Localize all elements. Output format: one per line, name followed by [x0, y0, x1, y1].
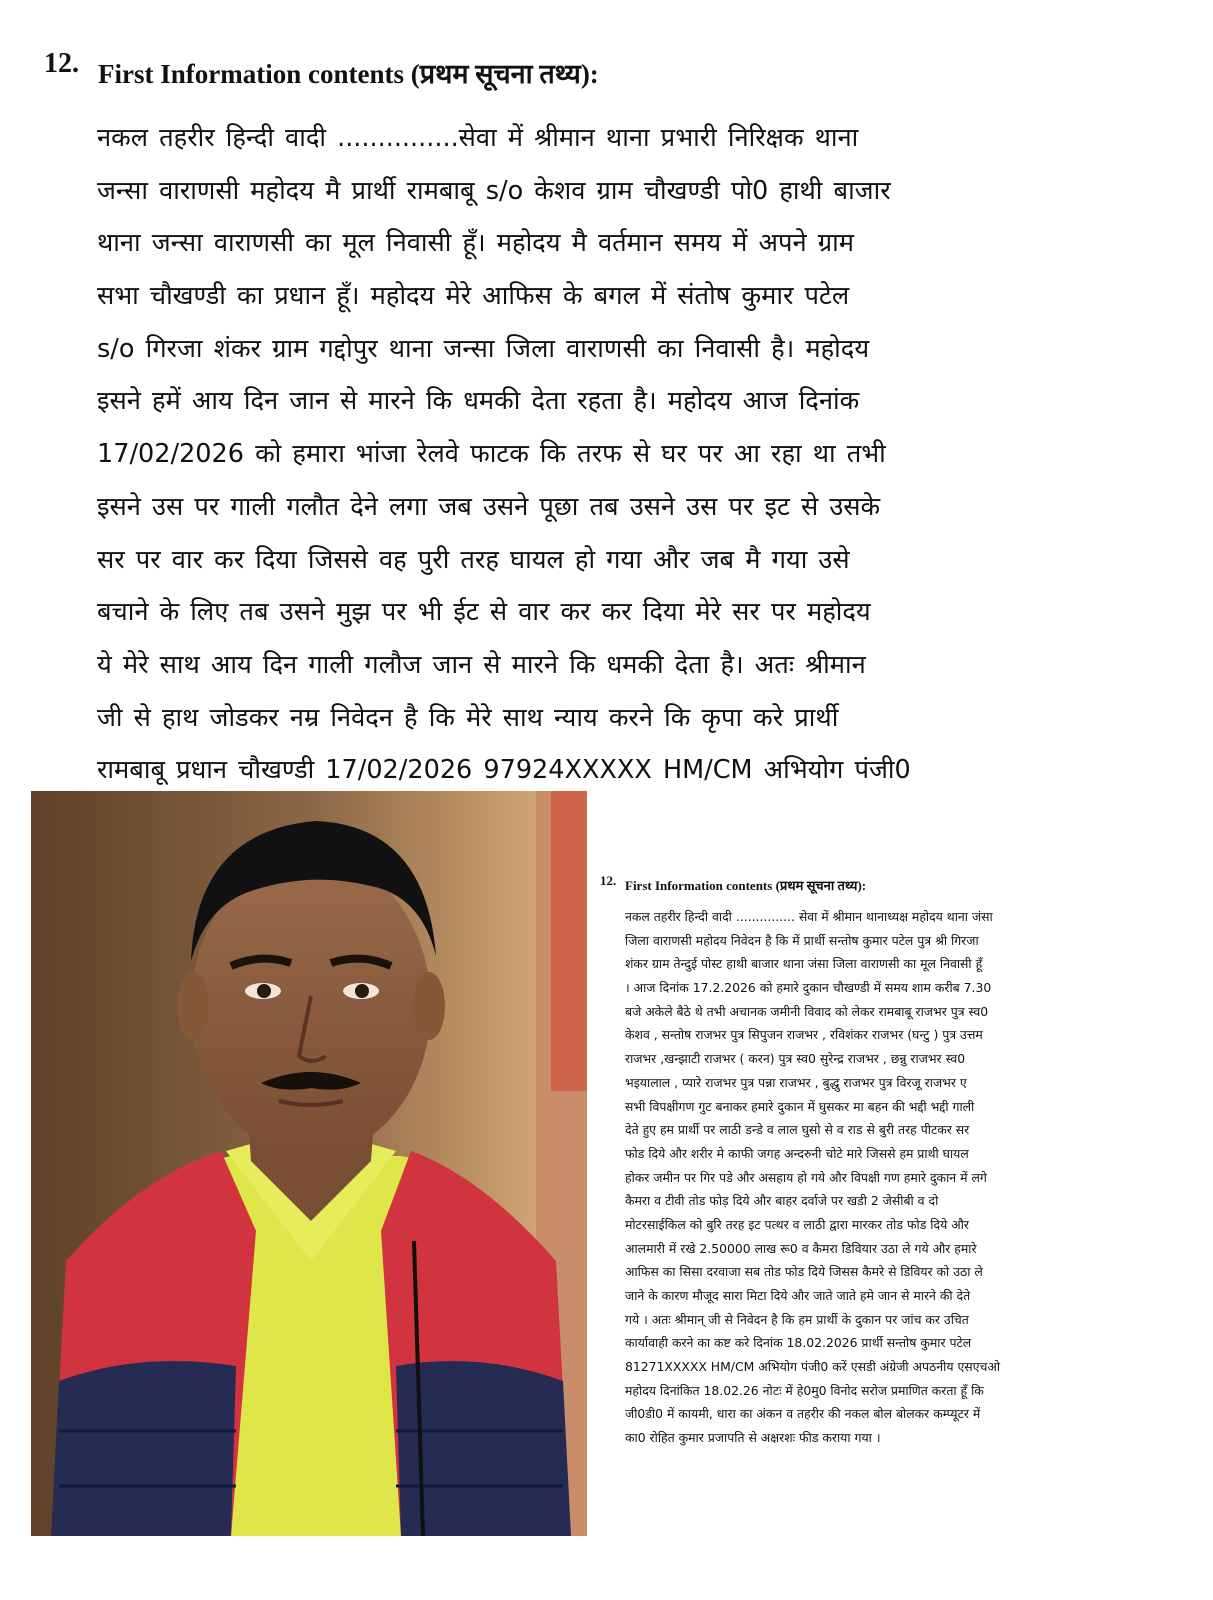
- inset-body-line: बजे अकेले बैठे थे तभी अचानक जमीनी विवाद को लेकर रामबाबू राजभर पुत्र स्व0: [625, 1003, 989, 1019]
- top-body-line: सभा चौखण्डी का प्रधान हूँ। महोदय मेरे आफिस के बगल में संतोष कुमार पटेल: [97, 281, 850, 312]
- inset-body-line: आलमारी में रखे 2.50000 लाख रू0 व कैमरा डिवियार उठा ले गये और हमारे: [625, 1240, 977, 1256]
- inset-body-line: मोटरसाईकिल को बुरि तरह इट पत्थर व लाठी द्वारा मारकर तोड फोड दिये और: [625, 1216, 969, 1232]
- top-body-line: इसने उस पर गाली गलौत देने लगा जब उसने पूछा तब उसने उस पर इट से उसके: [97, 491, 881, 522]
- top-body-text: [97, 112, 1167, 797]
- inset-body-line: जाने के कारण मौजूद सारा मिटा दिये और जाते जाते हमे जान से मारने की देते: [625, 1288, 971, 1303]
- inset-body-line: महोदय दिनांकित 18.02.26 नोटः में हे0मु0 विनोद सरोज प्रमाणित करता हूँ कि: [625, 1382, 984, 1398]
- inset-body-line: जी0डी0 में कायमी, धारा का अंकन व तहरीर की नकल बोल बोलकर कम्प्यूटर में: [625, 1406, 981, 1422]
- inset-body-line: केशव , सन्तोष राजभर पुत्र सिपुजन राजभर , रविशंकर राजभर (घन्टु ) पुत्र उत्तम: [625, 1027, 983, 1043]
- inset-body-line: जिला वाराणसी महोदय निवेदन है कि में प्रार्थी सन्तोष कुमार पटेल पुत्र श्री गिरजा: [625, 932, 979, 948]
- inset-body-line: कैमरा व टीवी तोड फोड़ दिये और बाहर दर्वाजे पर खडी 2 जेसीबी व दो: [625, 1193, 939, 1209]
- portrait-photo: [31, 791, 587, 1536]
- top-body-line: जी से हाथ जोडकर नम्र निवेदन है कि मेरे साथ न्याय करने कि कृपा करे प्रार्थी: [97, 702, 839, 733]
- portrait-illustration: [31, 791, 587, 1536]
- top-body-line: नकल तहरीर हिन्दी वादी ...............सेवा में श्रीमान थाना प्रभारी निरिक्षक थाना: [97, 123, 859, 153]
- top-body-line: सर पर वार कर दिया जिससे वह पुरी तरह घायल हो गया और जब मै गया उसे: [97, 544, 850, 575]
- inset-body-line: 81271XXXXX HM/CM अभियोग पंजी0 करें एसडी अंग्रेजी अपठनीय एसएचओ: [625, 1359, 1001, 1375]
- inset-body-line: का0 रोहित कुमार प्रजापति से अक्षरशः फीड कराया गया ।: [625, 1430, 881, 1446]
- inset-body-line: । आज दिनांक 17.2.2026 को हमारे दुकान चौखण्डी में समय शाम करीब 7.30: [625, 980, 992, 996]
- inset-body-line: कार्यावाही करने का कष्ट करे दिनांक 18.02.2026 प्रार्थी सन्तोष कुमार पटेल: [625, 1335, 972, 1351]
- top-body-line: रामबाबू प्रधान चौखण्डी 17/02/2026 97924XXXXX HM/CM अभियोग पंजी0: [97, 755, 911, 786]
- top-body-line: इसने हमें आय दिन जान से मारने कि धमकी देता रहता है। महोदय आज दिनांक: [97, 386, 860, 417]
- inset-body-line: फोड दिये और शरीर मे काफी जगह अन्दरुनी चोटे मारे जिससे हम प्राथी घायल: [625, 1145, 969, 1161]
- inset-body-line: भइयालाल , प्यारे राजभर पुत्र पन्ना राजभर , बुद्धु राजभर पुत्र विरजू राजभर ए: [625, 1074, 967, 1090]
- top-body-line: s/o गिरजा शंकर ग्राम गद्दोपुर थाना जन्सा जिला वाराणसी का निवासी है। महोदय: [97, 333, 870, 364]
- inset-section-title: First Information contents (प्रथम सूचना तथ्य):: [625, 878, 867, 893]
- inset-body-line: नकल तहरीर हिन्दी वादी ............... सेवा में श्रीमान थानाध्यक्ष महोदय थाना जंसा: [625, 909, 993, 924]
- inset-body-line: राजभर ,खन्झाटी राजभर ( करन) पुत्र स्व0 सुरेन्द्र राजभर , छन्नु राजभर स्व0: [625, 1051, 966, 1067]
- top-body-line: 17/02/2026 को हमारा भांजा रेलवे फाटक कि तरफ से घर पर आ रहा था तभी: [97, 439, 886, 470]
- inset-body-line: देते हुए हम प्रार्थी पर लाठी डन्डे व लाल घुसो से व राड से बुरी तरह पीटकर सर: [625, 1122, 970, 1138]
- inset-body-text: [625, 905, 1185, 1450]
- top-body-line: ये मेरे साथ आय दिन गाली गलौज जान से मारने कि धमकी देता है। अतः श्रीमान: [97, 649, 866, 680]
- top-section-title: First Information contents (प्रथम सूचना तथ्य):: [98, 59, 599, 89]
- inset-section-number: 12.: [600, 873, 617, 888]
- top-section-number: 12.: [44, 48, 79, 79]
- inset-body-line: शंकर ग्राम तेन्दुई पोस्ट हाथी बाजार थाना जंसा जिला वाराणसी का मूल निवासी हूँ: [625, 956, 983, 972]
- top-body-line: बचाने के लिए तब उसने मुझ पर भी ईट से वार कर कर दिया मेरे सर पर महोदय: [97, 597, 871, 628]
- inset-body-line: होकर जमीन पर गिर पडे और असहाय हो गये और विपक्षी गण हमारे दुकान में लगे: [625, 1169, 987, 1185]
- inset-body-line: आफिस का सिसा दरवाजा सब तोड फोड दिये जिसस कैमरे से डिवियर को उठा ले: [625, 1264, 983, 1280]
- inset-body-line: सभी विपक्षीगण गुट बनाकर हमारे दुकान में घुसकर मा बहन की भद्दी भद्दी गाली: [625, 1098, 975, 1114]
- top-body-line: जन्सा वाराणसी महोदय मै प्रार्थी रामबाबू s/o केशव ग्राम चौखण्डी पो0 हाथी बाजार: [97, 175, 891, 206]
- top-heading: [44, 48, 1194, 98]
- inset-heading: [600, 873, 1160, 897]
- top-body-line: थाना जन्सा वाराणसी का मूल निवासी हूँ। महोदय मै वर्तमान समय में अपने ग्राम: [97, 228, 854, 259]
- inset-body-line: गये । अतः श्रीमान् जी से निवेदन है कि हम प्रार्थी के दुकान पर जांच कर उचित: [625, 1311, 969, 1327]
